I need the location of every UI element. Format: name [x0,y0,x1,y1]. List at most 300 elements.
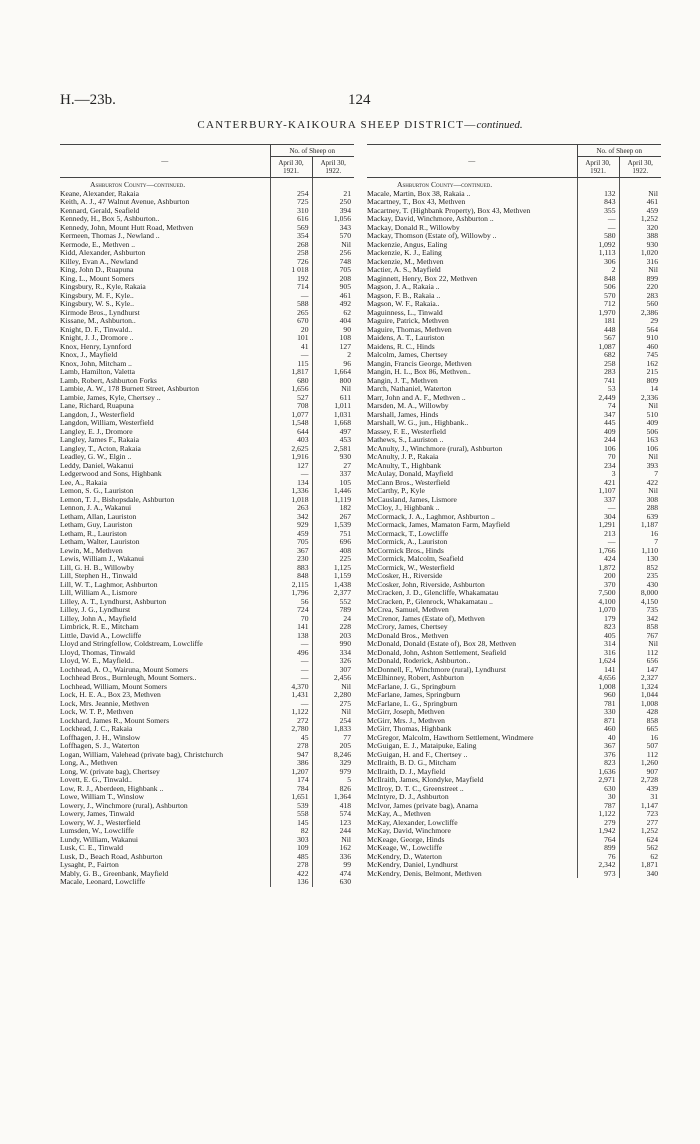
sheep-1922: 656 [619,657,661,666]
sheep-1922: 1,260 [619,759,661,768]
owner-name: McAnulty, J., Winchmore (rural), Ashburton [367,443,503,453]
sheep-count-group-header: No. of Sheep on [270,145,354,157]
owner-name: Knight, D. F., Tinwald.. [60,324,133,334]
sheep-1921: 1,916 [270,453,312,462]
sheep-1922: 1,539 [312,521,354,530]
sheep-1921: 1,336 [270,487,312,496]
sheep-1921: 883 [270,564,312,573]
sheep-1921: 1,624 [577,657,619,666]
sheep-1922: 4,150 [619,598,661,607]
sheep-1922: Nil [312,385,354,394]
sheep-count-group-header: No. of Sheep on [577,145,661,157]
sheep-1922: 979 [312,768,354,777]
sheep-1921: 506 [577,283,619,292]
sheep-1921: 1,656 [270,385,312,394]
sheep-1921: 558 [270,810,312,819]
sheep-1921: 823 [577,759,619,768]
sheep-1921: 141 [577,666,619,675]
owner-name: McCarthy, P., Kyle [367,486,425,495]
sheep-1922: 254 [312,717,354,726]
owner-name: Marsden, M. A., Willowby [367,401,449,410]
sheep-1921: 145 [270,819,312,828]
sheep-1922: 789 [312,606,354,615]
owner-name: Kennedy, H., Box 5, Ashburton.. [60,214,160,223]
sheep-1921: 306 [577,258,619,267]
owner-name: McKendry, Daniel, Lyndhurst [367,860,459,869]
owner-name: Knox, J., Mayfield [60,350,118,359]
sheep-1921: — [577,504,619,513]
sheep-1922: 62 [619,853,661,862]
sheep-1922: 506 [619,428,661,437]
sheep-1921: 843 [577,198,619,207]
right-table-body [367,178,661,879]
sheep-1921: 764 [577,836,619,845]
sheep-1922: 409 [619,419,661,428]
sheep-1922: 316 [619,258,661,267]
owner-name: Lamb, Robert, Ashburton Forks [60,375,157,385]
empty-cell [577,178,619,190]
owner-name: Lochhead, William, Mount Somers [60,681,167,691]
owner-name: Magson, W. F., Rakaia.. [367,299,440,308]
sheep-1921: 1,207 [270,768,312,777]
owner-name: Lee, A., Rakaia [60,477,108,487]
sheep-1921: 1,817 [270,368,312,377]
sheep-1921: 567 [577,334,619,343]
owner-name: Kermeen, Thomas J., Newland .. [60,231,160,240]
sheep-1922: 461 [619,198,661,207]
sheep-1922: Nil [312,708,354,717]
sheep-1921: 485 [270,853,312,862]
sheep-1921: 539 [270,802,312,811]
owner-name: Maidens, R. C., Hinds [367,341,435,351]
sheep-1921: — [270,657,312,666]
sheep-1921: 265 [270,309,312,318]
sheep-1921: 1,636 [577,768,619,777]
sheep-1921: 670 [270,317,312,326]
owner-name: Mackenzie, K. J., Ealing [367,248,442,257]
sheep-1921: 1,651 [270,793,312,802]
sheep-1922: 1,871 [619,861,661,870]
sheep-1921: 303 [270,836,312,845]
sheep-1921: 680 [270,377,312,386]
sheep-1922: Nil [619,640,661,649]
sheep-1921: 136 [270,878,312,887]
sheep-1922: 27 [312,462,354,471]
owner-name: McDonald, Donald (Estate of), Box 28, Methven [367,639,517,648]
sheep-1921: 725 [270,198,312,207]
sheep-1922: 326 [312,657,354,666]
sheep-1921: 741 [577,377,619,386]
owner-name: Langley, E. J., Dromore [60,426,133,436]
sheep-1921: 314 [577,640,619,649]
sheep-1922: 182 [312,504,354,513]
sheep-1921: 929 [270,521,312,530]
owner-name: Logan, William, Valehead (private bag), Christchurch [60,749,224,759]
sheep-1921: 304 [577,513,619,522]
sheep-1922: 163 [619,436,661,445]
sheep-1921: 367 [577,742,619,751]
sheep-1922: 334 [312,649,354,658]
sheep-1922: 8,246 [312,751,354,760]
sheep-1921: 258 [577,360,619,369]
sheep-1921: 20 [270,326,312,335]
sheep-1921: 258 [270,249,312,258]
owner-row [367,870,661,879]
owner-name: Letham, Guy, Lauriston [60,520,133,529]
sheep-1922: 388 [619,232,661,241]
year-1921-header: April 30, 1921. [270,157,312,178]
owner-name: McCormick, Malcolm, Seafield [367,554,464,563]
owner-name: Mably, G. B., Greenbank, Mayfield [60,868,169,878]
sheep-1922: 2,728 [619,776,661,785]
sheep-1921: 278 [270,861,312,870]
sheep-1921: 370 [577,581,619,590]
owner-name: Lamb, Hamilton, Valetta [60,367,135,376]
sheep-1921: 330 [577,708,619,717]
owner-name: McCormack, James, Mamaton Farm, Mayfield [367,520,510,529]
owner-name: Mangin, J. T., Methven [367,375,438,385]
sheep-1921: 712 [577,300,619,309]
sheep-1921: — [270,666,312,675]
sheep-1922: 552 [312,598,354,607]
owner-name: McCrea, Samuel, Methven [367,605,449,614]
owner-name: Lilley, John A., Mayfield [60,613,137,623]
owner-name: Langley, T., Acton, Rakaia [60,443,141,453]
owner-name: McGirr, Thomas, Highbank [367,724,452,733]
sheep-1921: 342 [270,513,312,522]
sheep-1922: 418 [312,802,354,811]
section-heading-row [367,178,661,190]
sheep-1922: 29 [619,317,661,326]
sheep-1921: — [270,351,312,360]
sheep-1922: 2,581 [312,445,354,454]
sheep-1922: 7 [619,470,661,479]
sheep-1921: 109 [270,844,312,853]
sheep-1922: 105 [312,479,354,488]
owner-name: Ledgerwood and Sons, Highbank [60,469,162,478]
owner-name: McGuigan, E. J., Mataipuke, Ealing [367,741,477,750]
owner-name: Mathews, S., Lauriston .. [367,435,444,444]
sheep-1921: 337 [577,496,619,505]
sheep-1922: Nil [619,487,661,496]
sheep-1921: 278 [270,742,312,751]
owner-name: McIlraith, D. J., Mayfield [367,766,446,776]
sheep-1922: 123 [312,819,354,828]
page-number: 124 [348,92,371,108]
sheep-1922: 639 [619,513,661,522]
sheep-1922: 277 [619,819,661,828]
sheep-1921: 141 [270,623,312,632]
sheep-1922: 570 [312,232,354,241]
sheep-1921: 1,766 [577,547,619,556]
owner-name: McGregor, Malcolm, Hawthorn Settlement, Windmere [367,732,534,742]
owner-name: Kennard, Gerald, Seafield [60,205,140,215]
owner-name: Kissane, M., Ashburton.. [60,316,136,325]
left-sheep-table [60,144,354,887]
section-heading: Ashburton County—continued. [90,180,186,189]
sheep-1922: 990 [312,640,354,649]
sheep-1921: 569 [270,224,312,233]
sheep-1922: 250 [312,198,354,207]
left-column [60,144,354,887]
sheep-1922: Nil [312,683,354,692]
owner-name: Marshall, James, Hinds [367,409,439,419]
owner-name: Maginnett, Henry, Box 22, Methven [367,273,478,283]
sheep-1921: 40 [577,734,619,743]
owner-name: Kingsbury, M. F., Kyle.. [60,290,134,300]
sheep-1921: 2,342 [577,861,619,870]
owner-name: Lennon, J. A., Wakanui [60,503,132,512]
sheep-1922: 1,008 [619,700,661,709]
owner-name: McCormick Bros., Hinds [367,545,444,555]
owner-name: Marshall, W. G., jun., Highbank.. [367,418,469,427]
sheep-1921: 2,115 [270,581,312,590]
sheep-1921: 644 [270,428,312,437]
owner-name: Kidd, Alexander, Ashburton [60,248,146,257]
sheep-1921: — [577,538,619,547]
sheep-1922: 2 [312,351,354,360]
sheep-1921: 1,008 [577,683,619,692]
owner-name: Lilley, J. G., Lyndhurst [60,605,131,614]
sheep-1922: Nil [619,266,661,275]
left-table-body [60,178,354,887]
sheep-1921: — [577,224,619,233]
sheep-1921: 230 [270,555,312,564]
sheep-1922: Nil [619,190,661,199]
owner-name: Lumsden, W., Lowcliffe [60,826,134,835]
sheep-1921: 134 [270,479,312,488]
owner-name: Lill, G. H. B., Willowby [60,562,135,572]
owner-name: McKendry, D., Waterton [367,851,442,861]
owner-name: Loffhagen, J. H., Winslow [60,732,141,742]
owner-name: Kingsbury, W. S., Kyle.. [60,299,134,308]
owner-name: McCormack, J. A., Laghmor, Ashburton .. [367,511,495,521]
sheep-1922: 307 [312,666,354,675]
owner-name: Malcolm, James, Chertsey [367,350,448,359]
owner-name: Leddy, Daniel, Wakanui [60,460,134,470]
sheep-1922: 106 [619,445,661,454]
sheep-1921: 448 [577,326,619,335]
sheep-1922: 723 [619,810,661,819]
sheep-1921: 848 [577,275,619,284]
sheep-1922: 907 [619,768,661,777]
owner-name: McKay, A., Methven [367,809,431,818]
sheep-1922: 342 [619,615,661,624]
owner-name: Maguire, Patrick, Methven [367,316,449,325]
sheep-1921: 132 [577,190,619,199]
sheep-1921: 268 [270,241,312,250]
sheep-1922: 337 [312,470,354,479]
sheep-1922: 735 [619,606,661,615]
owner-name: Lochhead Bros., Burnleugh, Mount Somers.. [60,673,197,682]
sheep-1922: 162 [619,360,661,369]
owner-name: Lill, W. T., Laghmor, Ashburton [60,579,158,589]
owner-name: McGuigan, H. and F., Chertsey .. [367,749,468,759]
sheep-1922: 1,159 [312,572,354,581]
owner-name: Lovett, E. G., Tinwald.. [60,775,132,784]
sheep-1921: 1,107 [577,487,619,496]
sheep-1922: 99 [312,861,354,870]
owner-name: Mackay, David, Winchmore, Ashburton .. [367,214,494,223]
sheep-1922: 1,044 [619,691,661,700]
sheep-1921: 244 [577,436,619,445]
section-heading-row [60,178,354,190]
owner-name: Mangin, Francis George, Methven [367,358,472,368]
sheep-1922: 905 [312,283,354,292]
sheep-1921: 213 [577,530,619,539]
owner-name: McIlroy, D. T. C., Greenstreet .. [367,783,464,793]
owner-name: Massey, F. E., Westerfield [367,426,446,436]
owner-name: Lowe, William T., Winslow [60,792,145,801]
sheep-1921: 56 [270,598,312,607]
sheep-1922: 1,031 [312,411,354,420]
owner-name: Macartney, T., Box 43, Methven [367,197,466,206]
sheep-1922: 1,664 [312,368,354,377]
sheep-1921: 2,625 [270,445,312,454]
owner-name: Lock, W. T. P., Methven [60,707,134,716]
owner-name: Macale, Leonard, Lowcliffe [60,877,146,886]
sheep-1922: 930 [619,241,661,250]
owner-name: Killey, Evan A., Newland [60,256,138,266]
sheep-1921: 1,872 [577,564,619,573]
sheep-1921: 705 [270,538,312,547]
sheep-1921: 527 [270,394,312,403]
owner-name: King, John D., Ruapuna [60,265,134,274]
sheep-1921: 272 [270,717,312,726]
sheep-1922: 2,327 [619,674,661,683]
sheep-1921: 871 [577,717,619,726]
sheep-1922: 225 [312,555,354,564]
sheep-1922: 77 [312,734,354,743]
sheep-1922: 31 [619,793,661,802]
sheep-1921: 1,122 [577,810,619,819]
page-title [60,119,660,131]
sheep-1921: 973 [577,870,619,879]
sheep-1921: 726 [270,258,312,267]
right-sheep-table [367,144,661,878]
sheep-1921: 310 [270,207,312,216]
sheep-1921: 1,077 [270,411,312,420]
empty-cell [619,178,661,190]
sheep-1922: 1,438 [312,581,354,590]
sheep-1922: 510 [619,411,661,420]
sheep-1922: 899 [619,275,661,284]
owner-name: Lowery, James, Tinwald [60,809,135,818]
sheep-1922: 1,056 [312,215,354,224]
sheep-1922: 497 [312,428,354,437]
sheep-1922: 203 [312,632,354,641]
sheep-1921: 2,971 [577,776,619,785]
sheep-1921: — [270,700,312,709]
year-1922-header: April 30, 1922. [619,157,661,178]
sheep-1921: 179 [577,615,619,624]
sheep-1922: 1,125 [312,564,354,573]
sheep-1921: 460 [577,725,619,734]
sheep-1921: 2 [577,266,619,275]
sheep-1922: 1,446 [312,487,354,496]
sheep-1921: 708 [270,402,312,411]
owner-name: McKeage, W., Lowcliffe [367,843,443,852]
sheep-1921: 355 [577,207,619,216]
sheep-1921: 787 [577,802,619,811]
sheep-1922: 320 [619,224,661,233]
owner-name: Keane, Alexander, Rakaia [60,188,139,198]
sheep-1921: 354 [270,232,312,241]
sheep-1922: 439 [619,785,661,794]
sheep-1921: — [270,640,312,649]
owner-name: Lusk, D., Beach Road, Ashburton [60,851,163,861]
sheep-1921: — [270,292,312,301]
owner-name: Mangin, H. L., Box 86, Methven.. [367,367,471,376]
owner-name: Lambie, James, Kyle, Chertsey .. [60,392,161,402]
owner-name: Lilley, A. T., Lyndhurst, Ashburton [60,596,167,606]
sheep-1921: 234 [577,462,619,471]
sheep-1922: 147 [619,666,661,675]
sheep-1922: 826 [312,785,354,794]
owner-name: McCosker, H., Riverside [367,571,443,580]
sheep-1922: 394 [312,207,354,216]
sheep-1922: 1,119 [312,496,354,505]
owner-name: Limbrick, R. E., Mitcham [60,622,139,631]
sheep-1921: 279 [577,819,619,828]
sheep-1922: 235 [619,572,661,581]
sheep-1921: 7,500 [577,589,619,598]
sheep-1921: 1,113 [577,249,619,258]
sheep-1921: 1,796 [270,589,312,598]
sheep-1922: 428 [619,708,661,717]
sheep-1921: 588 [270,300,312,309]
sheep-1922: 208 [312,275,354,284]
sheep-1921: 70 [270,615,312,624]
owner-name: Lowery, J., Winchmore (rural), Ashburton [60,800,188,810]
owner-name: Lock, H. E. A., Box 23, Methven [60,690,161,699]
sheep-1921: 409 [577,428,619,437]
sheep-1921: 682 [577,351,619,360]
sheep-1922: 430 [619,581,661,590]
sheep-1921: 823 [577,623,619,632]
sheep-1921: 580 [577,232,619,241]
sheep-1922: 564 [619,326,661,335]
sheep-1922: 336 [312,853,354,862]
sheep-1922: 492 [312,300,354,309]
sheep-1922: 21 [312,190,354,199]
sheep-1921: 1,431 [270,691,312,700]
sheep-1921: 127 [270,462,312,471]
sheep-1921: 200 [577,572,619,581]
owner-name: Lane, Richard, Ruapuna [60,401,134,410]
sheep-1922: 507 [619,742,661,751]
owner-name: Lundy, William, Wakanui [60,834,139,844]
sheep-1922: 852 [619,564,661,573]
sheep-1921: 181 [577,317,619,326]
sheep-1922: 461 [312,292,354,301]
sheep-1921: 424 [577,555,619,564]
sheep-1921: 630 [577,785,619,794]
sheep-1922: 2,336 [619,394,661,403]
owner-name: Magson, F. B., Rakaia .. [367,290,441,300]
sheep-1921: 947 [270,751,312,760]
owner-name: King, L., Mount Somers [60,273,135,283]
sheep-1922: 14 [619,385,661,394]
owner-name: Kermode, E., Methven .. [60,239,136,249]
owner-row [60,878,354,887]
owner-name: Lill, William A., Lismore [60,588,138,597]
owner-name: McGirr, Joseph, Methven [367,707,445,716]
owner-name: McCann Bros., Westerfield [367,477,450,487]
sheep-1922: 1,187 [619,521,661,530]
sheep-1921: 76 [577,853,619,862]
owner-name: McIntyre, D. J., Ashburton [367,792,449,801]
